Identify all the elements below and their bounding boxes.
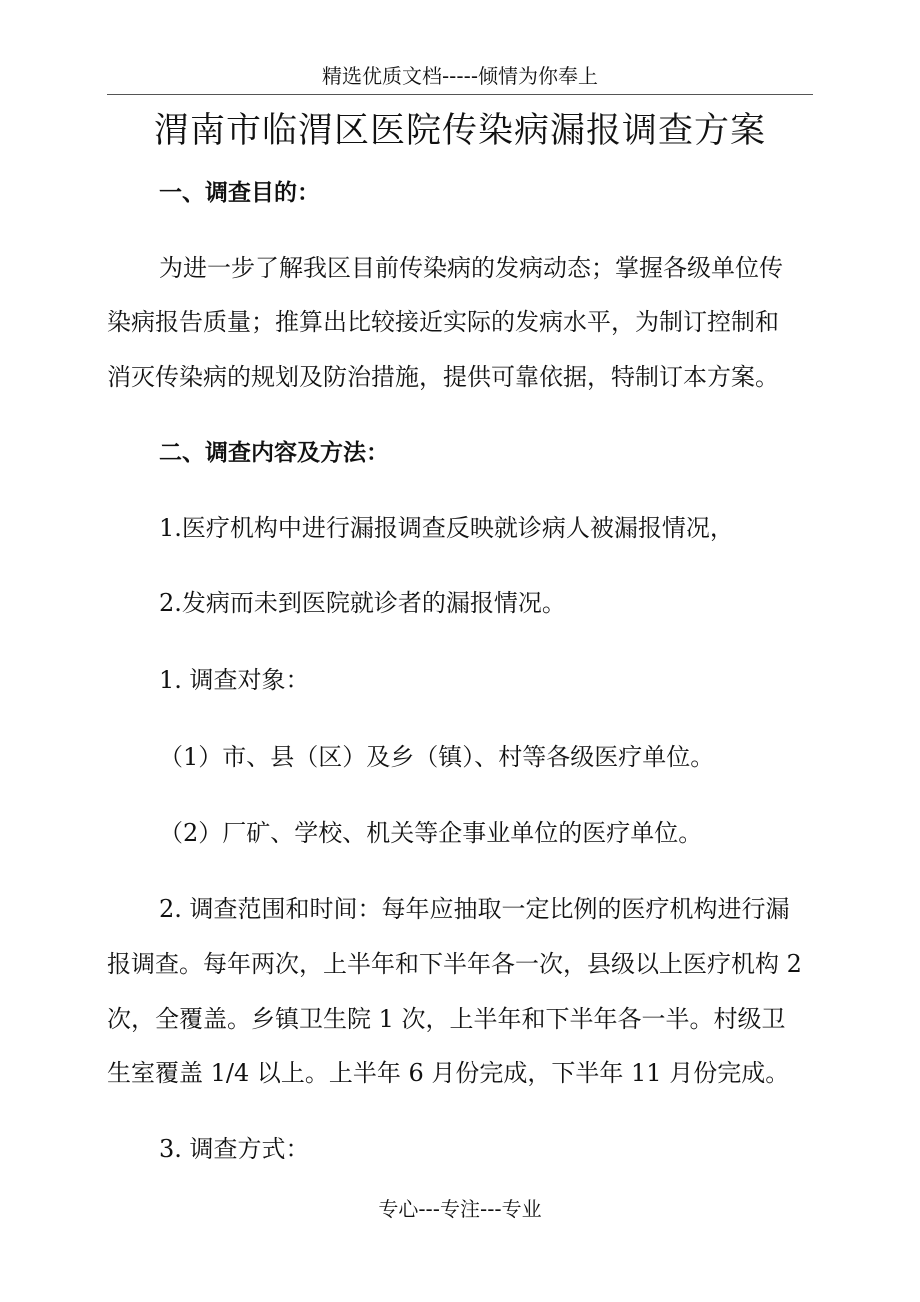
page-header: 精选优质文档-----倾情为你奉上 xyxy=(321,64,599,88)
header-divider xyxy=(107,94,813,95)
list-item: （1）市、县（区）及乡（镇）、村等各级医疗单位。 xyxy=(159,743,715,771)
page-footer: 专心---专注---专业 xyxy=(378,1197,542,1221)
paragraph-line: 消灭传染病的规划及防治措施，提供可靠依据，特制订本方案。 xyxy=(107,363,779,391)
paragraph-line: 次，全覆盖。乡镇卫生院 1 次，上半年和下半年各一半。村级卫 xyxy=(107,1005,786,1033)
section-heading-purpose: 一、调查目的： xyxy=(159,180,320,206)
subsection-heading-mode: 3. 调查方式： xyxy=(159,1135,310,1163)
list-item: （2）厂矿、学校、机关等企事业单位的医疗单位。 xyxy=(159,819,703,847)
paragraph-line: 为进一步了解我区目前传染病的发病动态；掌握各级单位传 xyxy=(159,254,783,282)
section-heading-method: 二、调查内容及方法： xyxy=(159,440,389,466)
subsection-heading-object: 1. 调查对象： xyxy=(159,666,310,694)
document-title: 渭南市临渭区医院传染病漏报调查方案 xyxy=(153,111,766,151)
paragraph-line: 生室覆盖 1/4 以上。上半年 6 月份完成，下半年 11 月份完成。 xyxy=(107,1059,790,1087)
paragraph-line: 2. 调查范围和时间：每年应抽取一定比例的医疗机构进行漏 xyxy=(159,895,790,923)
list-item: 2.发病而未到医院就诊者的漏报情况。 xyxy=(159,589,566,617)
paragraph-line: 报调查。每年两次，上半年和下半年各一次，县级以上医疗机构 2 xyxy=(107,950,802,978)
paragraph-line: 染病报告质量；推算出比较接近实际的发病水平，为制订控制和 xyxy=(107,308,779,336)
list-item: 1.医疗机构中进行漏报调查反映就诊病人被漏报情况， xyxy=(159,514,734,542)
